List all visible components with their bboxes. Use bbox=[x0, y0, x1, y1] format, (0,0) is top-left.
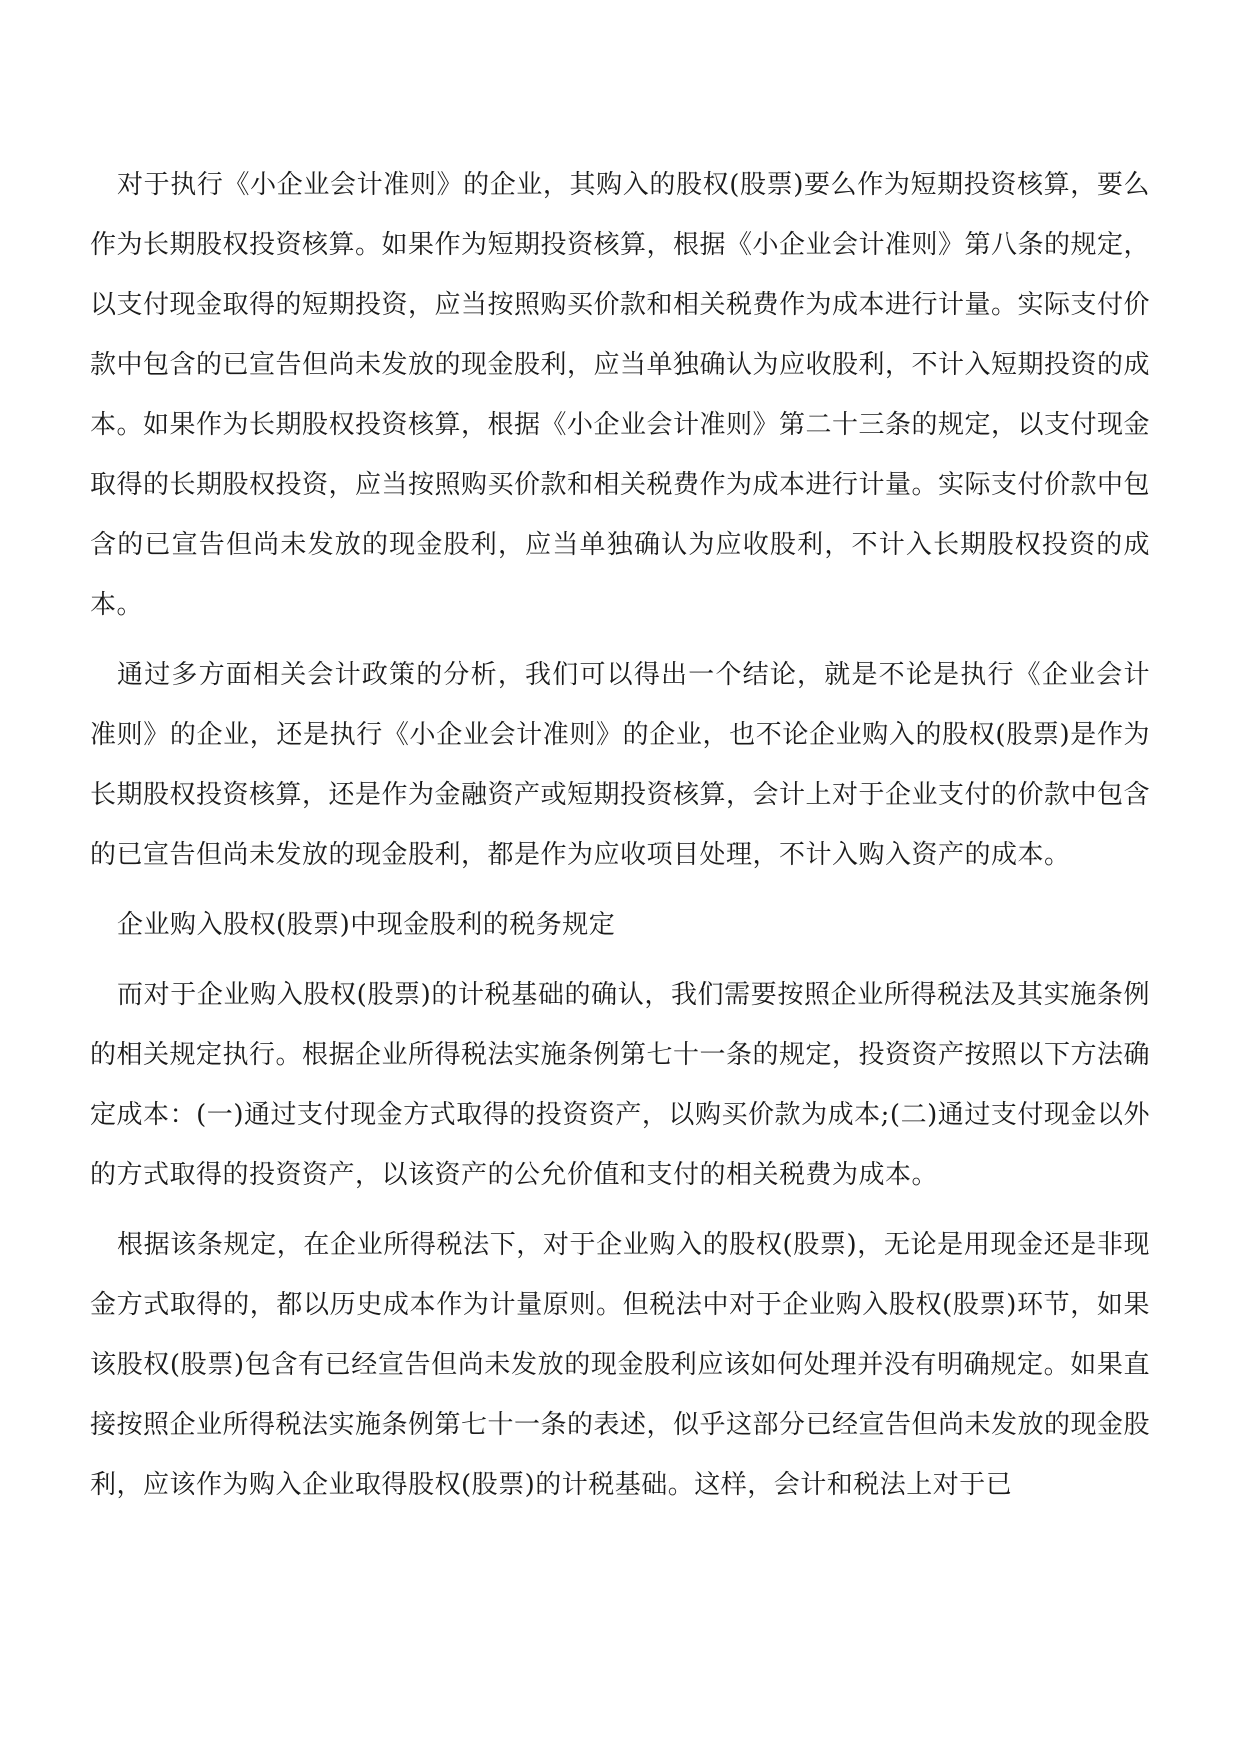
document-body bbox=[90, 155, 1150, 1525]
section-heading-tax-rules: 企业购入股权(股票)中现金股利的税务规定 bbox=[117, 910, 616, 940]
paragraph-tax-basis: 而对于企业购入股权(股票)的计税基础的确认，我们需要按照企业所得税法及其实施条例的相关规定执行。根据企业所得税法实施条例第七十一条的规定，投资资产按照以下方法确定成本：(一)通过支付现金方式取得的投资资产，以购买价款为成本;(二)通过支付现金以外的方式取得的投资资产，以该资产的公允价值和支付的相关税费为成本。 bbox=[90, 980, 1151, 1190]
paragraph-conclusion: 通过多方面相关会计政策的分析，我们可以得出一个结论，就是不论是执行《企业会计准则》的企业，还是执行《小企业会计准则》的企业，也不论企业购入的股权(股票)是作为长期股权投资核算，还是作为金融资产或短期投资核算，会计上对于企业支付的价款中包含的已宣告但尚未发放的现金股利，都是作为应收项目处理，不计入购入资产的成本。 bbox=[90, 660, 1151, 870]
paragraph-small-enterprise-standards: 对于执行《小企业会计准则》的企业，其购入的股权(股票)要么作为短期投资核算，要么作为长期股权投资核算。如果作为短期投资核算，根据《小企业会计准则》第八条的规定，以支付现金取得的短期投资，应当按照购买价款和相关税费作为成本进行计量。实际支付价款中包含的已宣告但尚未发放的现金股利，应当单独确认为应收股利，不计入短期投资的成本。如果作为长期股权投资核算，根据《小企业会计准则》第二十三条的规定，以支付现金取得的长期股权投资，应当按照购买价款和相关税费作为成本进行计量。实际支付价款中包含的已宣告但尚未发放的现金股利，应当单独确认为应收股利，不计入长期股权投资的成本。 bbox=[90, 170, 1151, 620]
paragraph-tax-analysis: 根据该条规定，在企业所得税法下，对于企业购入的股权(股票)，无论是用现金还是非现金方式取得的，都以历史成本作为计量原则。但税法中对于企业购入股权(股票)环节，如果该股权(股票)包含有已经宣告但尚未发放的现金股利应该如何处理并没有明确规定。如果直接按照企业所得税法实施条例第七十一条的表述，似乎这部分已经宣告但尚未发放的现金股利，应该作为购入企业取得股权(股票)的计税基础。这样，会计和税法上对于已 bbox=[90, 1230, 1151, 1500]
